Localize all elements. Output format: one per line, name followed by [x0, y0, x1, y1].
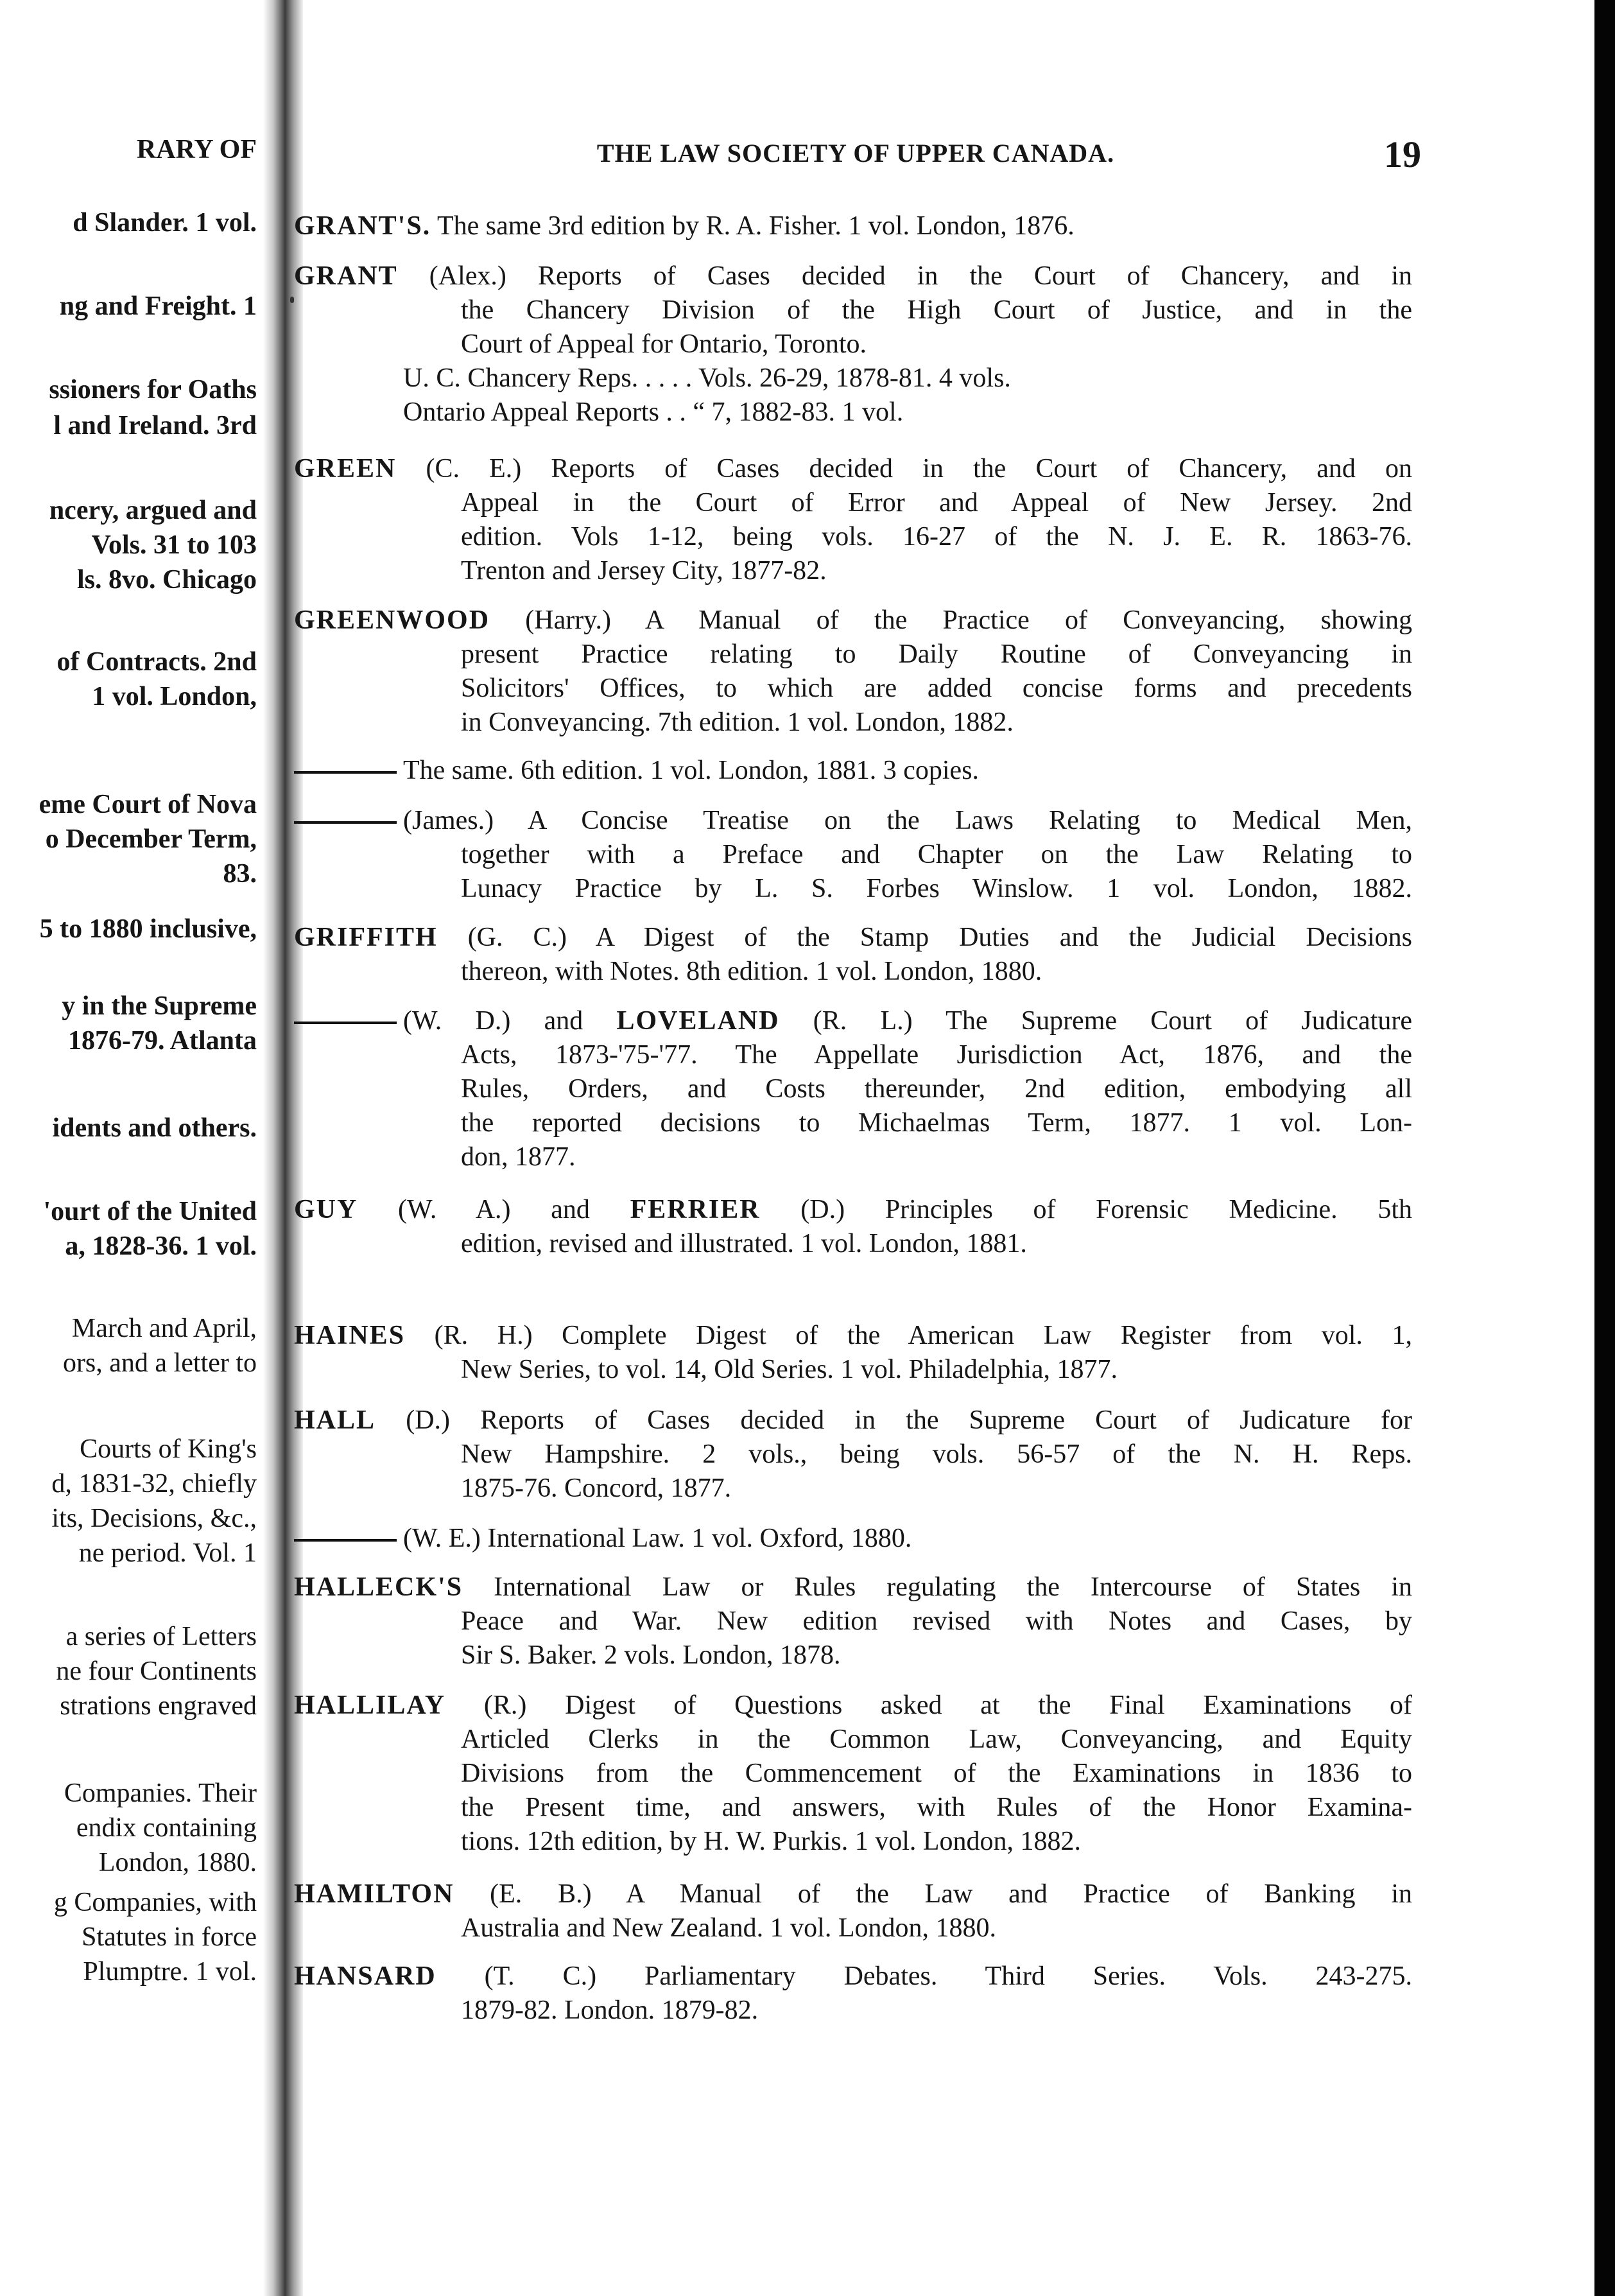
entry-text: Divisions from the Commencement of the Examinations in 1836 to: [461, 1759, 1412, 1788]
entry-text: Articled Clerks in the Common Law, Conveyancing, and Equity: [461, 1725, 1412, 1754]
entry-text: Acts, 1873-'75-'77. The Appellate Jurisdiction Act, 1876, and the: [461, 1040, 1412, 1070]
entry-text: (R. H.) Complete Digest of the American Law Register from vol. 1,: [405, 1321, 1412, 1350]
catalog-entry: [294, 1877, 1412, 1945]
facing-page-line: eme Court of Nova: [39, 790, 257, 819]
entry-text: present Practice relating to Daily Routine of Conveyancing in: [461, 639, 1412, 669]
entry-text: edition, revised and illustrated. 1 vol. London, 1881.: [461, 1229, 1027, 1258]
facing-page-line: idents and others.: [52, 1113, 257, 1143]
catalog-entry: [294, 1689, 1412, 1859]
catalog-page: [294, 0, 1421, 2296]
entry-text: 1879-82. London. 1879-82.: [461, 1996, 759, 2025]
running-head-title: THE LAW SOCIETY OF UPPER CANADA.: [596, 139, 1115, 168]
entry-author: HANSARD: [294, 1961, 436, 1991]
entry-text: (W. D.) and: [403, 1006, 617, 1036]
facing-page-line: a series of Letters: [65, 1622, 257, 1651]
running-head: [294, 134, 1421, 177]
facing-page-line: Courts of King's: [80, 1434, 257, 1464]
catalog-entry: [294, 1570, 1412, 1673]
facing-page-line: its, Decisions, &c.,: [51, 1504, 257, 1533]
entry-author: GRANT: [294, 261, 398, 291]
facing-page-line: London, 1880.: [98, 1848, 257, 1877]
ditto-rule: [294, 1539, 397, 1542]
catalog-entry: [294, 804, 1412, 906]
catalog-entry: [294, 452, 1412, 588]
facing-page-line: strations engraved: [60, 1691, 257, 1721]
entry-text: (James.) A Concise Treatise on the Laws Relating to Medical Men,: [403, 806, 1412, 835]
catalog-entry: [294, 259, 1412, 430]
catalog-entry: [294, 1319, 1412, 1387]
facing-page-line: d Slander. 1 vol.: [73, 208, 257, 238]
entry-text: International Law or Rules regulating the Intercourse of States in: [463, 1572, 1412, 1602]
facing-page-line: 1876-79. Atlanta: [68, 1026, 257, 1056]
entry-text: Appeal in the Court of Error and Appeal of New Jersey. 2nd: [461, 488, 1412, 517]
entry-author: GRIFFITH: [294, 923, 438, 952]
facing-page-line: o December Term,: [45, 824, 257, 854]
entry-text: together with a Preface and Chapter on the Law Relating to: [461, 840, 1412, 869]
entry-text: (C. E.) Reports of Cases decided in the Court of Chancery, and on: [396, 454, 1412, 483]
scan-border: [1594, 0, 1615, 2296]
facing-page-line: ng and Freight. 1: [59, 291, 257, 321]
entry-text: thereon, with Notes. 8th edition. 1 vol. London, 1880.: [461, 957, 1042, 986]
entry-text: Solicitors' Offices, to which are added concise forms and precedents: [461, 674, 1412, 703]
entry-text: (E. B.) A Manual of the Law and Practice of Banking in: [454, 1879, 1412, 1909]
entry-text: (T. C.) Parliamentary Debates. Third Series. Vols. 243-275.: [436, 1961, 1412, 1991]
entry-text: Court of Appeal for Ontario, Toronto.: [461, 329, 867, 359]
entry-author: HALL: [294, 1405, 376, 1435]
entry-author: HAINES: [294, 1321, 406, 1350]
facing-page-line: ne four Continents: [56, 1657, 257, 1686]
entry-text: edition. Vols 1-12, being vols. 16-27 of the N. J. E. R. 1863-76.: [461, 522, 1412, 552]
entry-text: Australia and New Zealand. 1 vol. London, 1880.: [461, 1913, 996, 1943]
entry-author: GUY: [294, 1195, 358, 1224]
entry-text: the reported decisions to Michaelmas Term, 1877. 1 vol. Lon-: [461, 1108, 1412, 1138]
entry-text: don, 1877.: [461, 1142, 576, 1172]
entry-coauthor: LOVELAND: [616, 1006, 780, 1036]
facing-page-line: March and April,: [71, 1314, 257, 1343]
entry-author: HALLECK'S: [294, 1572, 463, 1602]
entry-text: 1875-76. Concord, 1877.: [461, 1474, 732, 1503]
entry-text: (Alex.) Reports of Cases decided in the Court of Chancery, and in: [397, 261, 1412, 291]
entry-text: (R. L.) The Supreme Court of Judicature: [779, 1006, 1412, 1036]
facing-page-line: a, 1828-36. 1 vol.: [65, 1231, 257, 1261]
entry-author: GREENWOOD: [294, 605, 490, 635]
facing-page-line: ssioners for Oaths: [49, 375, 257, 404]
facing-page-line: endix containing: [76, 1813, 257, 1843]
entry-text: Lunacy Practice by L. S. Forbes Winslow. 1 vol. London, 1882.: [461, 874, 1412, 903]
entry-text: the Present time, and answers, with Rules of the Honor Examina-: [461, 1793, 1412, 1822]
facing-page-line: Vols. 31 to 103: [91, 530, 257, 560]
entry-author: GRANT'S.: [294, 211, 431, 241]
entry-author: GREEN: [294, 454, 397, 483]
entry-text: U. C. Chancery Reps. . . . . Vols. 26-29, 1878-81. 4 vols.: [403, 363, 1011, 393]
entry-text: (W. A.) and: [358, 1195, 630, 1224]
entry-text: (D.) Principles of Forensic Medicine. 5th: [760, 1195, 1413, 1224]
ditto-rule: [294, 771, 397, 774]
entry-text: (Harry.) A Manual of the Practice of Conveyancing, showing: [490, 605, 1412, 635]
facing-page-line: g Companies, with: [53, 1888, 257, 1917]
catalog-entry: [294, 1522, 1412, 1556]
entry-text: Trenton and Jersey City, 1877-82.: [461, 556, 827, 586]
facing-page-line: d, 1831-32, chiefly: [51, 1469, 257, 1499]
catalog-entry: [294, 209, 1412, 243]
ditto-rule: [294, 821, 397, 824]
entry-text: The same. 6th edition. 1 vol. London, 1881. 3 copies.: [403, 756, 980, 785]
facing-page-line: Statutes in force: [82, 1922, 257, 1952]
catalog-entry: [294, 1193, 1412, 1261]
catalog-entry: [294, 921, 1412, 989]
entry-text: Sir S. Baker. 2 vols. London, 1878.: [461, 1640, 841, 1670]
facing-page-line: 5 to 1880 inclusive,: [39, 914, 257, 944]
entry-text: Rules, Orders, and Costs thereunder, 2nd edition, embodying all: [461, 1074, 1412, 1104]
catalog-entry: [294, 1404, 1412, 1506]
catalog-entry: [294, 604, 1412, 740]
entry-coauthor: FERRIER: [630, 1195, 761, 1224]
facing-page-line: 1 vol. London,: [92, 682, 257, 711]
entry-text: (W. E.) International Law. 1 vol. Oxford, 1880.: [403, 1524, 912, 1553]
catalog-entry: [294, 1960, 1412, 2028]
facing-page-line: ne period. Vol. 1: [78, 1538, 257, 1568]
facing-page-line: y in the Supreme: [62, 991, 257, 1021]
page-number: 19: [1384, 134, 1421, 175]
facing-page-line: l and Ireland. 3rd: [53, 411, 257, 440]
facing-page-line: Companies. Their: [64, 1779, 257, 1808]
entry-text: Ontario Appeal Reports . . “ 7, 1882-83. 1 vol.: [403, 397, 904, 427]
facing-page-line: 83.: [223, 859, 257, 889]
facing-page-line: of Contracts. 2nd: [56, 647, 257, 677]
entry-author: HAMILTON: [294, 1879, 454, 1909]
entry-text: tions. 12th edition, by H. W. Purkis. 1 vol. London, 1882.: [461, 1827, 1082, 1856]
entry-text: in Conveyancing. 7th edition. 1 vol. London, 1882.: [461, 708, 1014, 737]
facing-page-line: ors, and a letter to: [62, 1348, 257, 1378]
entry-text: New Series, to vol. 14, Old Series. 1 vol. Philadelphia, 1877.: [461, 1355, 1118, 1384]
facing-page-line: ls. 8vo. Chicago: [76, 565, 257, 595]
facing-page-line: ncery, argued and: [49, 496, 257, 525]
entry-text: New Hampshire. 2 vols., being vols. 56-57 of the N. H. Reps.: [461, 1439, 1412, 1469]
catalog-entry: [294, 1004, 1412, 1174]
facing-page-line: Plumptre. 1 vol.: [83, 1957, 257, 1987]
facing-page-line: 'ourt of the United: [43, 1197, 257, 1226]
entry-text: The same 3rd edition by R. A. Fisher. 1 vol. London, 1876.: [431, 211, 1075, 241]
entry-text: Peace and War. New edition revised with Notes and Cases, by: [461, 1606, 1412, 1636]
entry-text: the Chancery Division of the High Court of Justice, and in the: [461, 295, 1412, 325]
entry-text: (G. C.) A Digest of the Stamp Duties and the Judicial Decisions: [437, 923, 1412, 952]
facing-page-fragment: [0, 0, 262, 2296]
catalog-entry: [294, 754, 1412, 788]
ditto-rule: [294, 1022, 397, 1024]
facing-page-line: RARY OF: [136, 135, 257, 164]
entry-text: (D.) Reports of Cases decided in the Supreme Court of Judicature for: [376, 1405, 1412, 1435]
entry-text: (R.) Digest of Questions asked at the Final Examinations of: [445, 1691, 1412, 1720]
entry-author: HALLILAY: [294, 1691, 446, 1720]
